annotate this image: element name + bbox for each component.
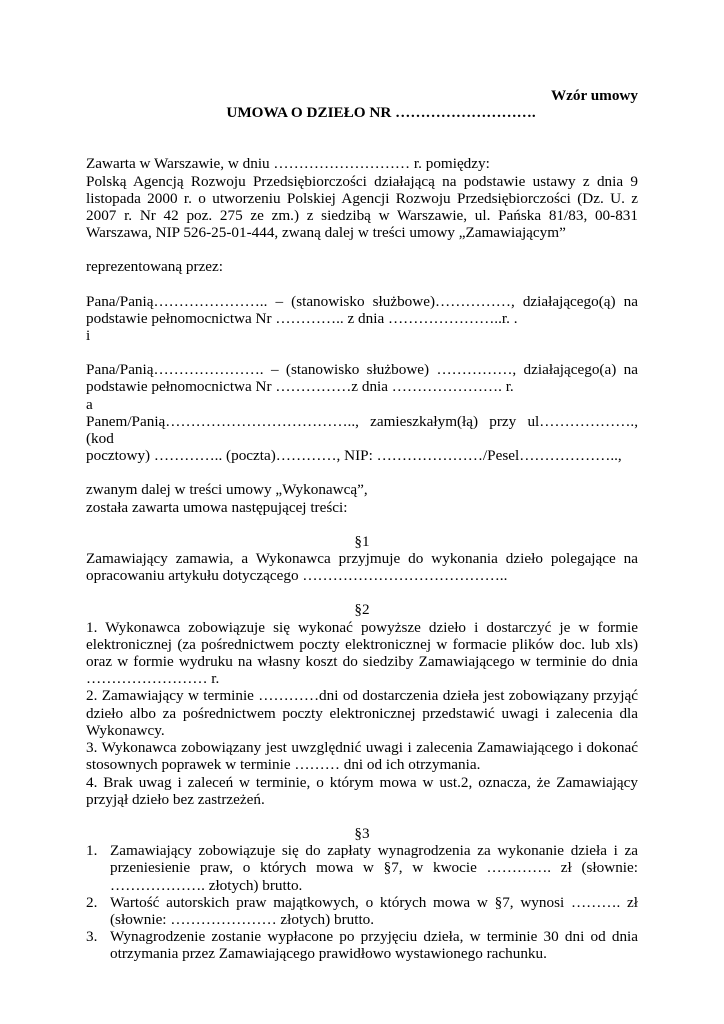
- representative-1-line-2: podstawie pełnomocnictwa Nr ………….. z dnia …………………..r. .: [86, 309, 518, 327]
- contractor-line-2: pocztowy) ………….. (poczta)…………, NIP: …………………/Pesel………………..,: [86, 447, 622, 465]
- section-3-item-1: [86, 842, 638, 894]
- section-3-item-3: [86, 928, 638, 962]
- section-3-item-2: [86, 894, 638, 928]
- party-ordering-description: Polską Agencją Rozwoju Przedsiębiorczości działającą na podstawie ustawy z dnia 9 listopada 2000 r. o utworzeniu Polskiej Agencji Rozwoju Przedsiębiorczości (Dz. U. z 2007 r. Nr 42 poz. 275 ze zm.) z siedzibą w Warszawie, ul. Pańska 81/83, 00-831 Warszawa, NIP 526-25-01-444, zwaną dalej w treści umowy „Zamawiającym”: [86, 172, 638, 242]
- section-2-paragraph-4: 4. Brak uwag i zaleceń w terminie, o którym mowa w ust.2, oznacza, że Zamawiający przyjął dzieło bez zastrzeżeń.: [86, 773, 638, 808]
- document-body: [86, 87, 638, 963]
- intro-line: Zawarta w Warszawie, w dniu ……………………… r. pomiędzy:: [86, 155, 490, 173]
- template-label: Wzór umowy: [550, 87, 638, 104]
- list-item-text: Wartość autorskich praw majątkowych, o których mowa w §7, wynosi ………. zł (słownie: ………………… złotych) brutto.: [110, 893, 638, 928]
- section-2-paragraph-2: 2. Zamawiający w terminie …………dni od dostarczenia dzieła jest zobowiązany przyjąć dzieło albo za pośrednictwem poczty elektronicznej przedstawić uwagi i zalecenia dla Wykonawcy.: [86, 687, 638, 739]
- section-3-heading: §3: [354, 824, 370, 842]
- document-title: UMOWA O DZIEŁO NR ……………………….: [226, 104, 536, 122]
- representative-1-line-1: Pana/Panią………………….. – (stanowisko służbowe)……………, działającego(ą) na: [86, 292, 638, 310]
- representative-2-line-2: podstawie pełnomocnictwa Nr ……………z dnia …………………. r.: [86, 378, 514, 396]
- section-1-text: Zamawiający zamawia, a Wykonawca przyjmuje do wykonania dzieło polegające na opracowaniu artykułu dotyczącego …………………………………..: [86, 550, 638, 585]
- list-item-number: 3.: [86, 928, 98, 946]
- representative-2-line-1: Pana/Panią…………………. – (stanowisko służbowe) ……………, działającego(a) na: [86, 361, 638, 379]
- section-2-paragraph-3: 3. Wykonawca zobowiązany jest uwzględnić uwagi i zalecenia Zamawiającego i dokonać stosownych poprawek w terminie ……… dni od ich otrzymania.: [86, 739, 638, 774]
- contract-concluded: została zawarta umowa następującej treści:: [86, 498, 348, 516]
- conjunction-and: i: [86, 327, 91, 345]
- section-2-heading: §2: [354, 601, 370, 619]
- list-item-number: 1.: [86, 842, 98, 860]
- contractor-called: zwanym dalej w treści umowy „Wykonawcą”,: [86, 481, 368, 499]
- section-2-paragraph-1: 1. Wykonawca zobowiązuje się wykonać powyższe dzieło i dostarczyć je w formie elektronicznej (za pośrednictwem poczty elektronicznej w formacie plików doc. lub xls) oraz w formie wydruku na własny koszt do siedziby Zamawiającego w terminie do dnia …………………… r.: [86, 618, 638, 688]
- list-item-number: 2.: [86, 893, 98, 911]
- section-1-heading: §1: [354, 532, 370, 550]
- contractor-line-1: Panem/Panią……………………………….., zamieszkałym(łą) przy ul………………., (kod: [86, 412, 638, 448]
- list-item-text: Zamawiający zobowiązuje się do zapłaty wynagrodzenia za wykonanie dzieła i za przeniesienie praw, o których mowa w §7, w kwocie …………. zł (słownie: ………………. złotych) brutto.: [110, 842, 638, 894]
- representation-intro: reprezentowaną przez:: [86, 258, 224, 276]
- list-item-text: Wynagrodzenie zostanie wypłacone po przyjęciu dzieła, w terminie 30 dni od dnia otrzymania przez Zamawiającego prawidłowo wystawionego rachunku.: [110, 928, 638, 963]
- conjunction-and-2: a: [86, 395, 93, 413]
